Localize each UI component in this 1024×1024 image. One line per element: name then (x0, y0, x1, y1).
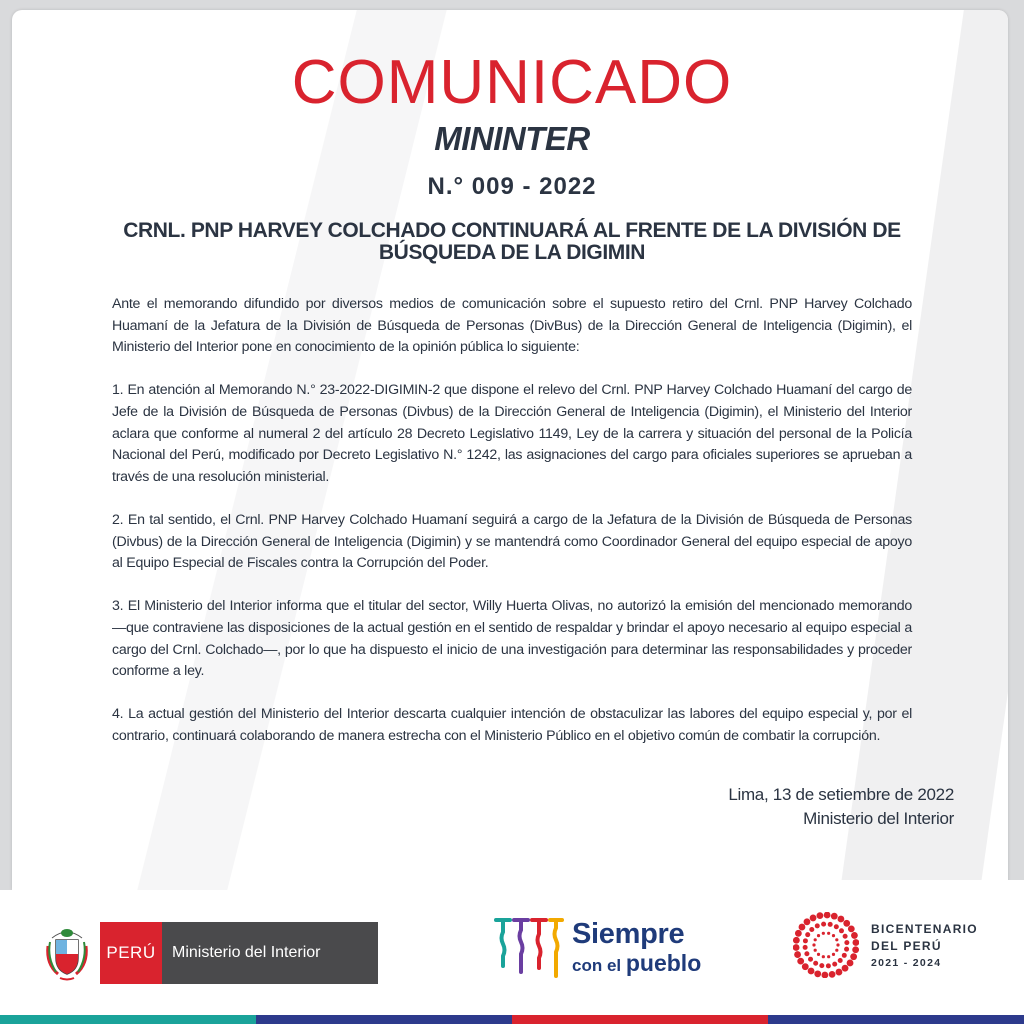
siempre-con-el-pueblo-logo (492, 912, 701, 982)
emblem-dot (848, 925, 855, 932)
emblem-dot (852, 946, 859, 953)
emblem-dot (814, 949, 817, 952)
emblem-dot (804, 951, 809, 956)
emblem-dot (832, 934, 835, 937)
siempre-wordmark (572, 917, 702, 976)
emblem-dot (813, 961, 818, 966)
emblem-dot (821, 972, 828, 978)
emblem-dot (815, 923, 820, 928)
emblem-dot (832, 962, 837, 967)
signature-block (728, 783, 954, 831)
emblem-dot (836, 969, 843, 976)
document-subtitle: MININTER (434, 120, 590, 157)
emblem-dot (836, 943, 839, 946)
headline-line: CRNL. PNP HARVEY COLCHADO CONTINUARÁ AL FRENTE DE LA DIVISIÓN DE (123, 219, 901, 242)
ministry-badge (100, 922, 378, 984)
emblem-dot (808, 957, 813, 962)
communique-body (112, 294, 912, 769)
emblem-dot (819, 963, 824, 968)
emblem-dot (810, 915, 817, 922)
emblem-dot (835, 949, 838, 952)
emblem-dot (802, 963, 809, 970)
emblem-dot (842, 953, 847, 958)
numbered-paragraph: 3. El Ministerio del Interior informa que el titular del sector, Willy Huerta Olivas, no autorizó la emisión del mencionado memorando —que contraviene las disposiciones de la actual gestión en el sentido de respaldar y brindar el apoyo necesario al equipo especial a cargo del Crnl. Colchado—, por lo que ha dispuesto el inicio de una investigación para determinar las responsabilidades y proceder conforme a ley. (112, 598, 912, 680)
siempre-small-text: con el (572, 955, 622, 975)
siempre-line-1: Siempre (572, 917, 685, 950)
signing-institution: Ministerio del Interior (803, 809, 954, 828)
emblem-dot (809, 927, 814, 932)
emblem-dot (834, 924, 839, 929)
emblem-dot (824, 912, 831, 918)
emblem-dot (817, 912, 824, 919)
peru-label: PERÚ (100, 922, 162, 984)
emblem-dot (805, 932, 810, 937)
numbered-paragraph: 2. En tal sentido, el Crnl. PNP Harvey Colchado Huamaní seguirá a cargo de la Jefatura de la División de Búsqueda de Personas (Divbus) de la Dirección General de Inteligencia (Digimin) y se mantendrá como Coordinador General del equipo especial de apoyo al Equipo Especial de Fiscales contra la Corrupción del Poder. (112, 511, 912, 572)
bicentenario-line-2: DEL PERÚ (871, 938, 942, 953)
emblem-dot (832, 953, 835, 956)
emblem-dot (831, 913, 838, 920)
emblem-dot (797, 958, 804, 965)
siempre-big-text: pueblo (625, 949, 702, 976)
document-title: COMUNICADO (291, 48, 733, 117)
intro-paragraph: Ante el memorando difundido por diversos medios de comunicación sobre el supuesto retiro del Crnl. PNP Harvey Colchado Huamaní de la Jefatura de la División de Búsqueda de Personas (DivBus) de la Dirección General de Inteligencia (Digimin), el Ministerio del Interior pone en conocimiento de la opinión pública lo siguiente: (112, 296, 912, 356)
headline-line: BÚSQUEDA DE LA DIGIMIN (378, 241, 646, 264)
emblem-dot (803, 945, 808, 950)
emblem-dot (822, 955, 825, 958)
emblem-dot (838, 916, 845, 923)
siempre-line-2 (572, 949, 702, 976)
place-date: Lima, 13 de setiembre de 2022 (728, 785, 954, 804)
emblem-dot (838, 958, 843, 963)
emblem-dot (844, 940, 849, 945)
bicentenario-wordmark (871, 922, 978, 969)
ministry-logo (44, 922, 378, 984)
color-bar-segment (512, 1015, 768, 1024)
emblem-dot (821, 922, 826, 927)
emblem-dot (843, 920, 850, 927)
numbered-paragraph: 1. En atención al Memorando N.° 23-2022-DIGIMIN-2 que dispone el relevo del Crnl. PNP Harvey Colchado Huamaní del cargo de Jefe de la División de Búsqueda de Personas (Divbus) de la Dirección General de Inteligencia (Digimin), el Ministerio del Interior aclara que conforme al numeral 2 del artículo 28 Decreto Legislativo 1149, Ley de la carrera y situación del personal de la Policía Nacional del Perú, modificado por Decreto Legislativo N.° 1242, las asignaciones del cargo para oficiales superiores se aprueban a través de una resolución ministerial. (112, 382, 912, 485)
emblem-dot (850, 953, 857, 960)
bicentenario-years: 2021 - 2024 (871, 956, 942, 969)
emblem-dot (799, 924, 806, 931)
headline (100, 220, 924, 264)
emblem-dot (817, 953, 820, 956)
emblem-dot (803, 938, 808, 943)
emblem-dot (795, 930, 802, 937)
emblem-dot (851, 932, 858, 939)
emblem-dot (827, 955, 830, 958)
emblem-dot (794, 951, 801, 958)
coat-of-arms-icon (44, 924, 90, 982)
emblem-dot (793, 944, 800, 951)
document-number: N.° 009 - 2022 (427, 173, 597, 200)
bicentenario-line-1: BICENTENARIO (871, 921, 978, 936)
emblem-dot (812, 943, 815, 946)
emblem-dot (822, 932, 825, 935)
footer-color-bar (0, 1015, 1024, 1024)
numbered-paragraph: 4. La actual gestión del Ministerio del Interior descarta cualquier intención de obstaculizar las labores del equipo especial y, por el contrario, continuará colaborando de manera estrecha con el Ministerio Público en el objetivo común de combatir la corrupción. (112, 706, 912, 744)
emblem-dot (852, 939, 859, 946)
bicentenario-emblem-icon (793, 912, 859, 978)
emblem-dot (814, 970, 821, 977)
flags-icon (492, 912, 564, 982)
color-bar-segment (768, 1015, 1024, 1024)
emblem-dot (827, 932, 830, 935)
emblem-dot (817, 934, 820, 937)
emblem-dot (826, 963, 831, 968)
ministry-label: Ministerio del Interior (162, 922, 378, 984)
emblem-dot (842, 965, 849, 972)
emblem-dot (808, 968, 815, 975)
emblem-dot (847, 960, 854, 967)
emblem-dot (844, 947, 849, 952)
emblem-dot (793, 937, 800, 944)
emblem-dot (843, 934, 848, 939)
bicentenario-logo (793, 912, 978, 978)
color-bar-segment (0, 1015, 256, 1024)
emblem-dot (828, 922, 833, 927)
emblem-dot (814, 938, 817, 941)
emblem-dot (829, 971, 836, 978)
emblem-dot (804, 918, 811, 925)
color-bar-segment (256, 1015, 512, 1024)
emblem-dot (835, 938, 838, 941)
emblem-dot (839, 928, 844, 933)
